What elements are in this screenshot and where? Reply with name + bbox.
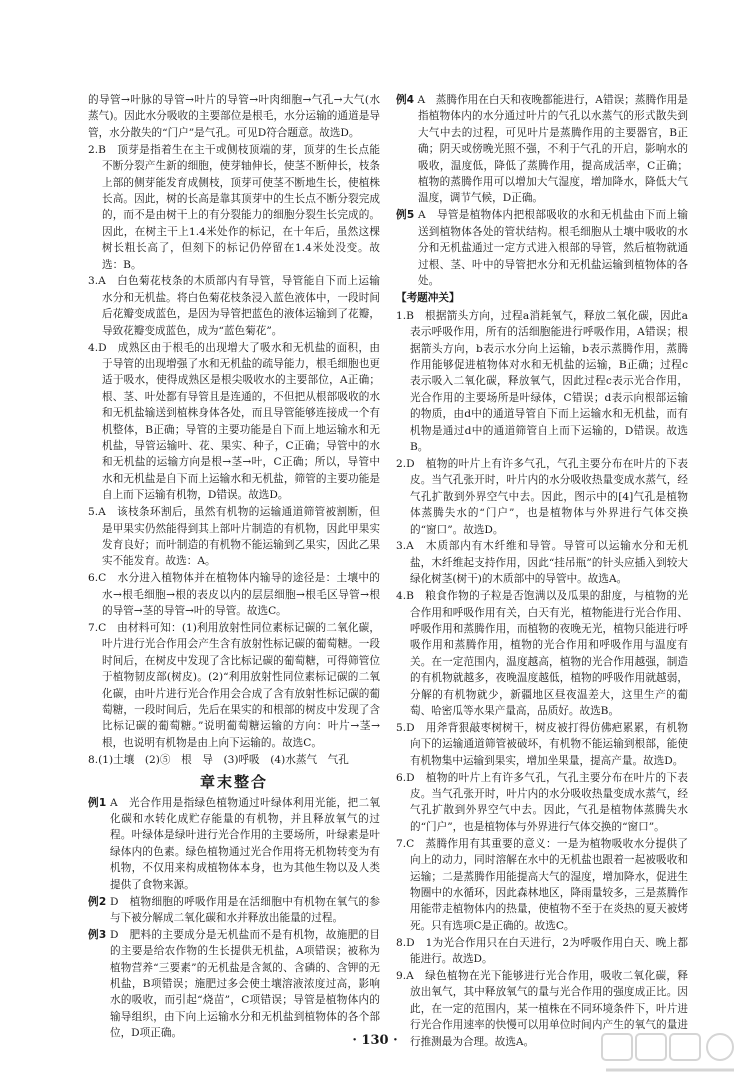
example-3	[88, 927, 380, 1042]
example-2-text: D 植物细胞的呼吸作用是在活细胞中有机物在氧气的参与下被分解成二氧化碳和水并释放出能量的过程。	[109, 895, 380, 924]
question-2: 2.D 植物的叶片上有许多气孔，气孔主要分布在叶片的下表皮。当气孔张开时，叶片内的水分吸收热量变成水蒸气，经气孔扩散到外界空气中去。因此，图示中的[4]气孔是植物体蒸腾失水的“门户”，也是植物体与外界进行气体交换的“窗口”。故选D。	[396, 457, 688, 536]
answer-3: 3.A 白色菊花枝条的木质部内有导管，导管能自下而上运输水分和无机盐。将白色菊花枝条浸入蓝色液体中，一段时间后花瓣变成蓝色，是因为导管把蓝色的液体运输到了花瓣，导致花瓣变成蓝色，成为“蓝色菊花”。	[88, 275, 380, 337]
example-3-label: 例3	[88, 928, 107, 941]
answer-7: 7.C 由材料可知：(1)利用放射性同位素标记碳的二氧化碳，叶片进行光合作用会产生含有放射性标记碳的葡萄糖。一段时间后，在树皮中发现了含比标记碳的葡萄糖，可得筛管位于植物韧皮部(树皮)。(2)“利用放射性同位素标记碳的二氧化碳，由叶片进行光合作用会合成了含有放射性标记碳的葡萄糖，一段时间后，先后在果实的和根部的树皮中发现了含比标记碳的葡萄糖。”说明葡萄糖运输的方向：叶片→茎→根，也说明有机物是由上向下运输的。故选C。	[88, 622, 380, 749]
question-4: 4.B 粮食作物的子粒是否饱满以及瓜果的甜度，与植物的光合作用和呼吸作用有关，白天有光，植物能进行光合作用、呼吸作用和蒸腾作用，而植物的夜晚无光，植物只能进行呼吸作用和蒸腾作用，植物的光合作用和呼吸作用与温度有关。在一定范围内，温度越高，植物的光合作用越强，制造的有机物就越多，夜晚温度越低，植物的呼吸作用就越弱，分解的有机物就少，新疆地区昼夜温差大，这里生产的葡萄、哈密瓜等水果产量高，品质好。故选B。	[396, 590, 688, 718]
example-5-label: 例5	[396, 209, 415, 222]
question-6: 6.D 植物的叶片上有许多气孔，气孔主要分布在叶片的下表皮。当气孔张开时，叶片内的水分吸收热量变成水蒸气，经气孔扩散到外界空气中去。因此，气孔是植物体蒸腾失水的“门户”，也是植物体与外界进行气体交换的“窗口”。	[396, 771, 688, 833]
right-column	[396, 92, 688, 1051]
question-9: 9.A 绿色植物在光下能够进行光合作用，吸收二氧化碳，释放出氧气，其中释放氧气的量与光合作用的强度成正比。因此，在一定的范围内，某一植株在不同环境条件下，叶片进行光合作用速率的快慢可以用单位时间内产生的氧气的量进行推测最为合理。故选A。	[396, 970, 688, 1048]
example-4	[396, 92, 688, 207]
example-1	[88, 795, 380, 893]
answer-4: 4.D 成熟区由于根毛的出现增大了吸水和无机盐的面积，由于导管的出现增强了水和无机盐的疏导能力，根毛细胞也更适于吸水，使得成熟区是根尖吸收水的主要部位，A正确；根、茎、叶处都有导管且是连通的，不但把从根部吸收的水和无机盐输送到植株身体各处，而且导管能够连接成一个有机整体，B正确；导管的主要功能是自下而上地运输水和无机盐，导管运输叶、花、果实、种子，C正确；导管中的水和无机盐的运输方向是根→茎→叶，C正确；所以，导管中水和无机盐是自下而上运输水和无机盐，筛管的主要功能是自上而下运输有机物，D错误。故选D。	[88, 341, 380, 502]
exam-section-header: 【考题冲关】	[396, 292, 460, 305]
answer-8: 8.(1)土壤 (2)⑤ 根 导 (3)呼吸 (4)水蒸气 气孔	[88, 753, 349, 766]
watermark-logo-icon	[600, 1030, 740, 1078]
example-1-label: 例1	[88, 796, 107, 809]
example-5	[396, 207, 688, 289]
example-4-label: 例4	[396, 94, 415, 106]
answer-5: 5.A 该枝条环割后，虽然有机物的运输通道筛管被割断，但是甲果实仍然能得到其上部叶片制造的有机物，因此甲果实发育良好；而叶制造的有机物不能运输到乙果实，因此乙果实不能发育。故选：A。	[88, 506, 380, 568]
answer-2: 2.B 顶芽是指着生在主干或侧枝顶端的芽，顶芽的生长点能不断分裂产生新的细胞，使芽轴伸长，使茎不断伸长，枝条上部的侧芽能发育成侧枝，顶芽可使茎不断地生长，使植株长高。因此，树的长高是靠其顶芽中的生长点不断分裂完成的，而不是由树干上的有分裂能力的细胞分裂生长完成的。因此，在树主干上1.4米处作的标记，在十年后，虽然这棵树长粗长高了，但刻下的标记仍停留在1.4米处没变。故选：B。	[88, 143, 380, 271]
example-3-text: D 肥料的主要成分是无机盐而不是有机物，故施肥的目的主要是给农作物的生长提供无机盐，A项错误；被称为植物营养“三要素”的无机盐是含氮的、含磷的、含钾的无机盐，B项错误；施肥过多会使土壤溶液浓度过高，影响水的吸收，而引起“烧苗”，C项错误；导管是植物体内的输导组织，由下向上运输水分和无机盐到植物体的各个部位，D项正确。	[109, 928, 380, 1040]
question-1: 1.B 根据箭头方向，过程a消耗氧气，释放二氧化碳，因此a表示呼吸作用，所有的活细胞能进行呼吸作用，A错误；根据箭头方向，b表示水分向上运输，b表示蒸腾作用，蒸腾作用能够促进植物体对水和无机盐的运输，B正确；过程c表示吸入二氧化碳，释放氧气，因此过程c表示光合作用，光合作用的主要场所是叶绿体，C错误；d表示向根部运输的物质，由d中的通道导管自下而上运输水和无机盐，而有机物是通过d中的通道筛管自上而下运输的，D错误。故选B。	[396, 309, 688, 454]
question-7: 7.C 蒸腾作用有其重要的意义：一是为植物吸收水分提供了向上的动力，同时溶解在水中的无机盐也跟着一起被吸收和运输；二是蒸腾作用能提高大气的湿度，增加降水，促进生物圈中的水循环，因此森林地区，降雨量较多，三是蒸腾作用能带走植物体内的热量，使植物不至于在炎热的夏天被烤死。只有选项C是正确的。故选C。	[396, 837, 688, 932]
page-number: · 130 ·	[352, 1033, 398, 1048]
question-3: 3.A 木质部内有木纤维和导管。导管可以运输水分和无机盐，木纤维起支持作用，因此“挂吊瓶”的针头应插入到较大绿化树茎(树干)的木质部中的导管中。故选A。	[396, 540, 688, 586]
example-1-text: A 光合作用是指绿色植物通过叶绿体利用光能，把二氧化碳和水转化成贮存能量的有机物，并且释放氧气的过程。叶绿体是绿叶进行光合作用的主要场所，叶绿素是叶绿体内的色素。绿色植物通过光合作用将无机物转变为有机物，不仅用来构成植物体本身，也为其他生物以及人类提供了食物来源。	[110, 796, 381, 891]
example-5-text: A 导管是植物体内把根部吸收的水和无机盐由下而上输送到植物体各处的管状结构。根毛细胞从土壤中吸收的水分和无机盐通过一定方式进入根部的导管，然后植物就通过根、茎、叶中的导管把水分和无机盐运输到植物体的各处。	[418, 209, 689, 287]
example-2	[88, 894, 380, 927]
example-2-label: 例2	[88, 895, 107, 908]
question-5: 5.D 用斧背狠敲枣树树干，树皮被打得仿佛疤累累，有机物向下的运输通道筛管被破坏，有机物不能运输到根部，能使有机物集中运输到果实，增加坐果量，提高产量。故选D。	[396, 721, 688, 767]
answer-continued: 的导管→叶脉的导管→叶片的导管→叶肉细胞→气孔→大气(水蒸气)。因此水分吸收的主要部位是根毛，水分运输的通道是导管，水分散失的“门户”是气孔。可见D符合题意。故选D。	[88, 94, 380, 139]
answer-6: 6.C 水分进入植物体并在植物体内输导的途径是：土壤中的水→根毛细胞→根的表皮以内的层层细胞→根毛区导管→根的导管→茎的导管→叶的导管。故选C。	[88, 572, 380, 618]
section-title: 章末整合	[199, 773, 268, 792]
left-column	[88, 92, 380, 1042]
example-4-text: A 蒸腾作用在白天和夜晚都能进行，A错误；蒸腾作用是指植物体内的水分通过叶片的气孔以水蒸气的形式散失到大气中去的过程，可见叶片是蒸腾作用的主要器官，B正确；阴天或傍晚光照不强，不利于气孔的开启，影响水的吸收，温度低，降低了蒸腾作用，提高成活率，C正确；植物的蒸腾作用可以增加大气湿度，增加降水，降低大气温度，调节气候，D正确。	[417, 94, 688, 205]
question-8: 8.D 1为光合作用只在白天进行，2为呼吸作用白天、晚上都能进行。故选D。	[396, 936, 688, 966]
